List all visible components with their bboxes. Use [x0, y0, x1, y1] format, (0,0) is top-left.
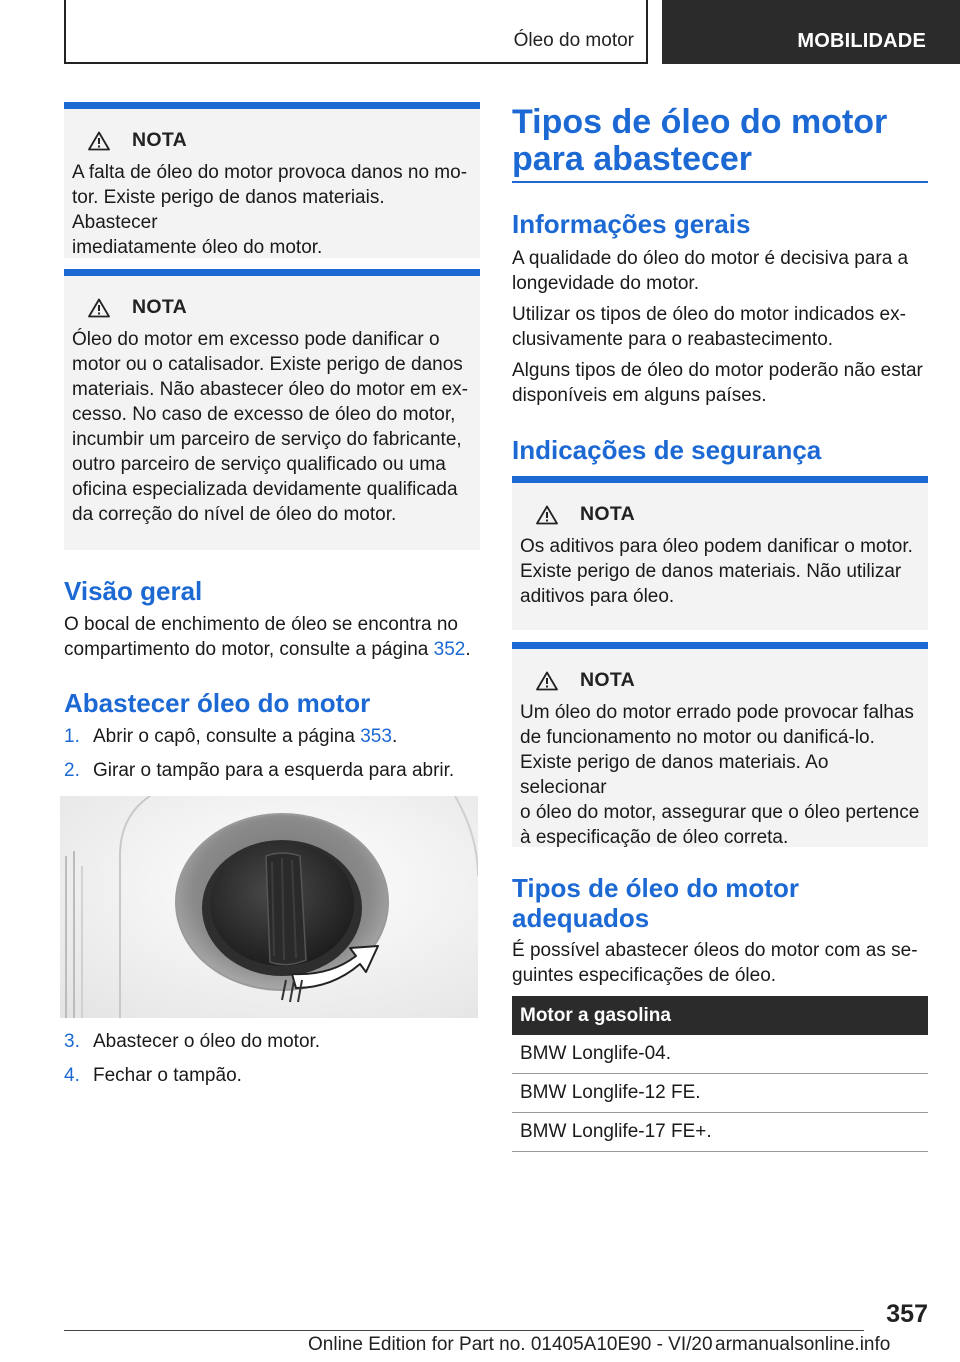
oil-spec-table	[512, 996, 928, 1152]
note-text: Óleo do motor em excesso pode danificar o motor ou o catalisador. Existe perigo de danos materiais. Não abastecer óleo do motor em ex- cesso. No caso de excesso de óleo do motor, incumbir um parceiro de serviço do fabricante, outro parceiro de serviço qualificado ou uma oficina especializada devidamente qualificada da correção do nível de óleo do motor.	[72, 329, 469, 525]
warning-icon	[88, 131, 110, 151]
page-main-heading: Tipos de óleo do motor para abastecer	[512, 103, 888, 178]
header-section-title: Óleo do motor	[513, 30, 634, 51]
watermark: armanualsonline.info	[715, 1334, 891, 1355]
general-info-text: A qualidade do óleo do motor é decisiva para a longevidade do motor. Utilizar os tipos de óleo do motor indicados ex- clusivamente para o reabastecimento. Alguns tipos de óleo do motor poderão não estar disponíveis em alguns países.	[512, 248, 923, 406]
suitable-oils-text: É possível abastecer óleos do motor com as se- guintes especificações de óleo.	[512, 940, 918, 986]
note-text: Os aditivos para óleo podem danificar o motor. Existe perigo de danos materiais. Não utilizar aditivos para óleo.	[520, 536, 913, 607]
header-chapter-box	[662, 0, 960, 64]
note-box-wrong-oil	[512, 642, 928, 847]
safety-heading: Indicações de segurança	[512, 435, 822, 465]
page-link-352[interactable]: 352	[433, 639, 466, 660]
refill-heading: Abastecer óleo do motor	[64, 688, 371, 718]
header-section-box	[64, 0, 648, 64]
warning-icon	[536, 671, 558, 691]
note-text: A falta de óleo do motor provoca danos no mo- tor. Existe perigo de danos materiais. Abastecer imediatamente óleo do motor.	[72, 162, 468, 258]
footer-edition: Online Edition for Part no. 01405A10E90 - VI/20	[308, 1334, 713, 1355]
page-number: 357	[886, 1300, 928, 1328]
note-box-additives	[512, 476, 928, 630]
note-box-oil-excess	[64, 269, 480, 550]
table-row: BMW Longlife-04.	[512, 1035, 928, 1074]
table-row: BMW Longlife-17 FE+.	[512, 1113, 928, 1152]
footer-divider	[64, 1330, 864, 1331]
page-link-353[interactable]: 353	[360, 726, 392, 747]
note-title: NOTA	[132, 296, 187, 318]
table-row: BMW Longlife-12 FE.	[512, 1074, 928, 1113]
header-chapter-title: MOBILIDADE	[797, 30, 926, 52]
note-text: Um óleo do motor errado pode provocar falhas de funcionamento no motor ou danificá-lo. Existe perigo de danos materiais. Ao selecionar o óleo do motor, assegurar que o óleo pertence à especificação de óleo correta.	[520, 702, 920, 848]
note-box-oil-shortage	[64, 102, 480, 258]
general-info-heading: Informações gerais	[512, 209, 751, 239]
warning-icon	[88, 298, 110, 318]
heading-divider	[512, 181, 928, 183]
note-title: NOTA	[132, 129, 187, 151]
overview-text: O bocal de enchimento de óleo se encontra no compartimento do motor, consulte a página 352.	[64, 614, 471, 660]
suitable-oils-heading: Tipos de óleo do motor adequados	[512, 873, 799, 933]
oil-cap-illustration	[60, 796, 478, 1018]
overview-heading: Visão geral	[64, 576, 203, 606]
note-title: NOTA	[580, 503, 635, 525]
note-title: NOTA	[580, 669, 635, 691]
warning-icon	[536, 505, 558, 525]
table-header: Motor a gasolina	[512, 996, 928, 1035]
